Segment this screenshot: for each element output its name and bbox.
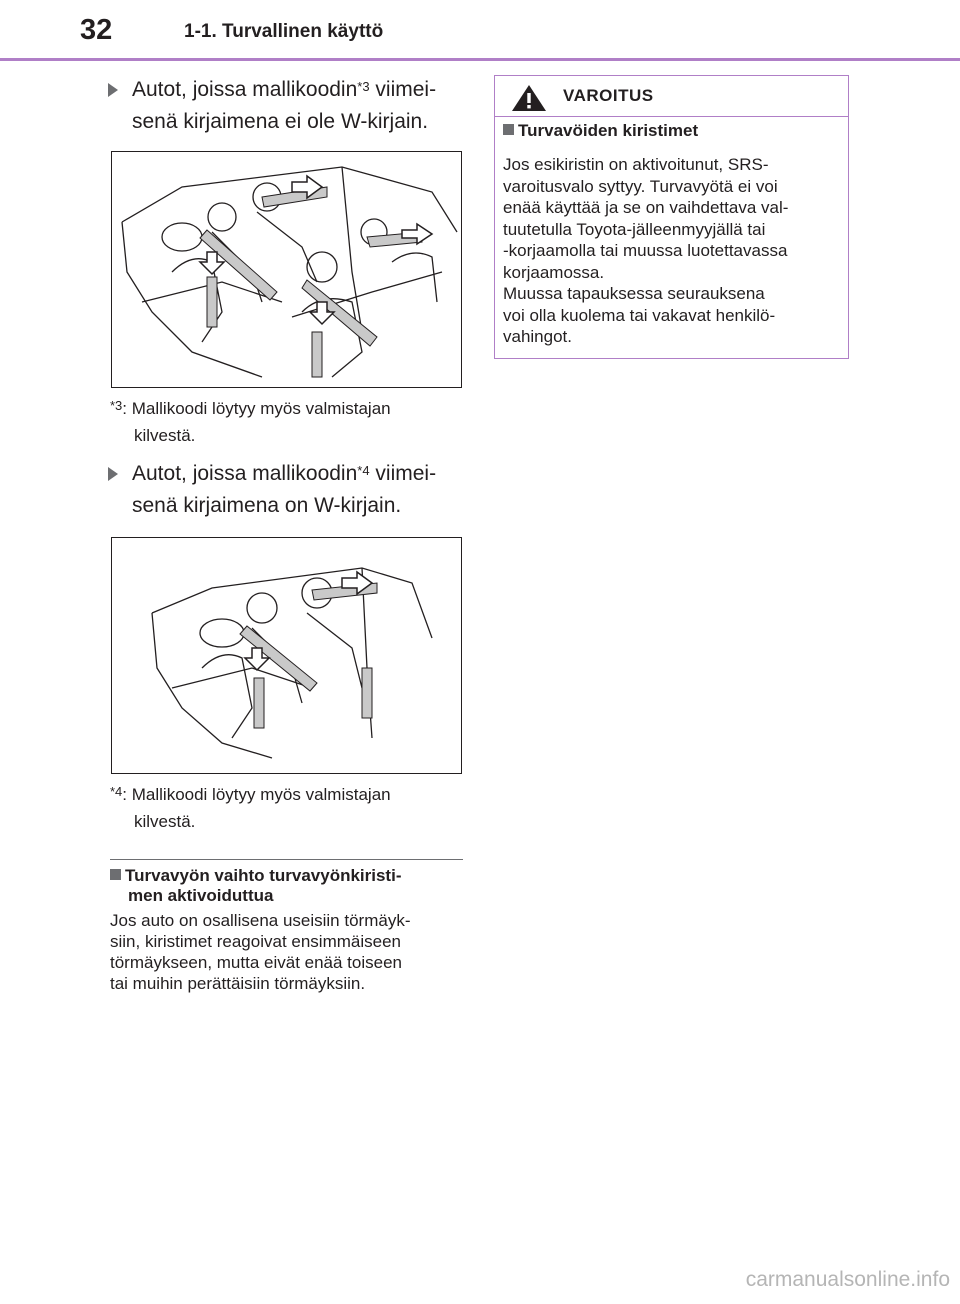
bullet-heading-1: Autot, joissa mallikoodin$^{*3}$ viimei- senä kirjaimena ei ole W-kirjain. (108, 74, 478, 138)
bullet-heading-2: Autot, joissa mallikoodin$^{*4}$ viimei- senä kirjaimena on W-kirjain. (108, 458, 478, 522)
subsection-divider (110, 859, 463, 860)
section-title: 1-1. Turvallinen käyttö (184, 21, 384, 42)
page-header (0, 0, 960, 62)
watermark: carmanualsonline.info (745, 1268, 950, 1291)
footnote-3: $^{*3}$: Mallikoodi löytyy myös valmistajan kilvestä. (110, 398, 391, 445)
warning-subheading: Turvavöiden kiristimet (503, 121, 698, 141)
square-bullet-icon (110, 869, 121, 880)
car-interior-illustration-1 (112, 152, 461, 387)
square-bullet-icon (503, 124, 514, 135)
triangle-bullet-icon (108, 467, 118, 481)
page-number: 32 (80, 14, 113, 46)
warning-title: VAROITUS (563, 86, 654, 105)
subsection-body: Jos auto on osallisena useisiin törmäyk- siin, kiristimet reagoivat ensimmäiseen törmäykseen, mutta eivät enää toiseen tai muihin perättäisiin törmäyksiin. (110, 911, 411, 993)
warning-triangle-icon (511, 84, 547, 112)
warning-body: Jos esikiristin on aktivoitunut, SRS- varoitusvalo syttyy. Turvavyötä ei voi enää käyttää ja se on vaihdettava val- tuutetulla Toyota-jälleenmyyjällä tai -korjaamolla tai muussa luotettavassa korjaamossa. Muussa tapauksessa seurauksena voi olla kuolema tai vakavat henkilö- vahingot. (503, 155, 789, 346)
figure-seatbelt-no-w (111, 151, 462, 388)
figure-seatbelt-w (111, 537, 462, 774)
triangle-bullet-icon (108, 83, 118, 97)
car-interior-illustration-2 (112, 538, 461, 773)
warning-box (494, 75, 849, 359)
warning-header (495, 76, 848, 117)
header-divider (0, 58, 960, 61)
subsection-heading: Turvavyön vaihto turvavyönkiristi- men aktivoiduttua (110, 866, 470, 906)
footnote-4: $^{*4}$: Mallikoodi löytyy myös valmistajan kilvestä. (110, 784, 391, 831)
